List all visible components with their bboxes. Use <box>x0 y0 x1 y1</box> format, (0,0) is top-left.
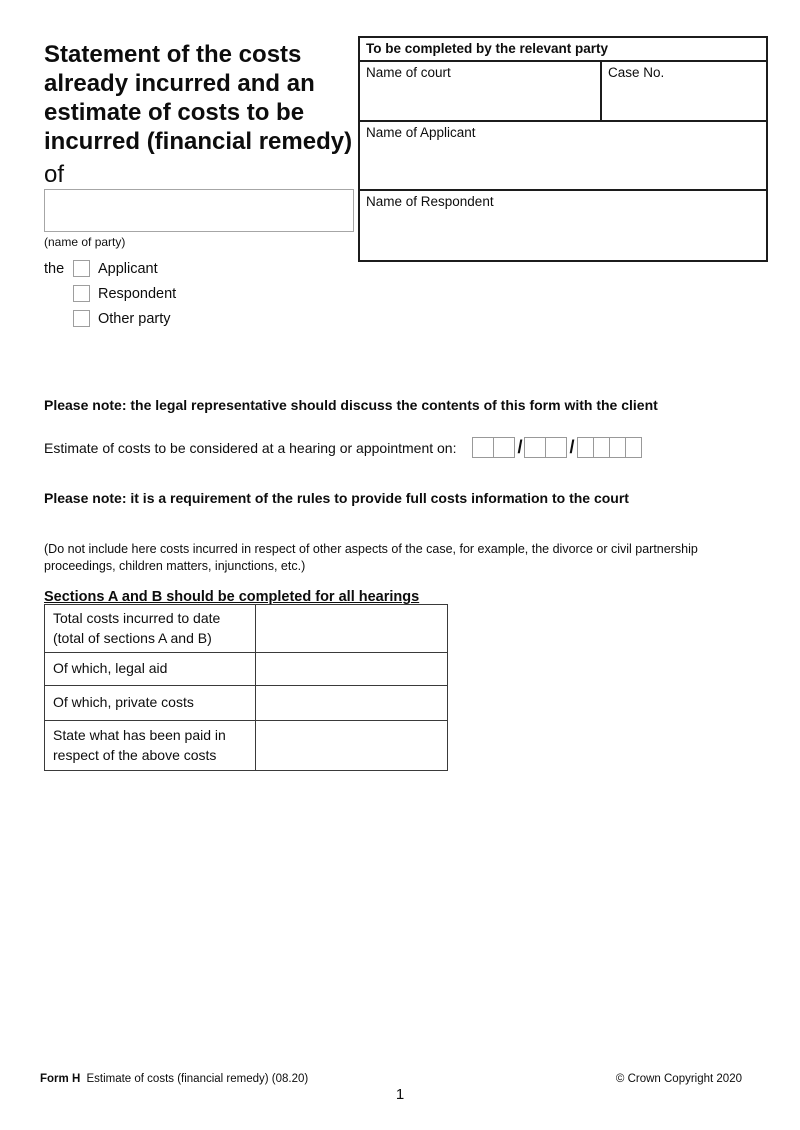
footer-form-code: Form H <box>40 1073 81 1085</box>
date-separator: / <box>517 437 523 457</box>
page-number: 1 <box>395 1086 405 1103</box>
legal-aid-value-cell[interactable] <box>256 653 447 685</box>
case-no-field[interactable] <box>602 62 766 120</box>
paid-costs-label: State what has been paid in respect of the above costs <box>45 721 256 770</box>
party-row-other <box>44 306 176 331</box>
name-of-applicant-label: Name of Applicant <box>366 125 476 140</box>
date-year-cell[interactable] <box>609 437 626 458</box>
table-row <box>45 653 447 686</box>
applicant-checkbox-label: Applicant <box>98 260 158 277</box>
date-year-cell[interactable] <box>625 437 642 458</box>
name-of-court-label: Name of court <box>366 65 451 80</box>
form-title <box>44 40 352 189</box>
party-row-applicant <box>44 256 176 281</box>
form-title-line-2: already incurred and an <box>44 70 315 97</box>
date-month-cell[interactable] <box>524 437 546 458</box>
sections-heading: Sections A and B should be completed for all hearings <box>44 589 420 605</box>
applicant-checkbox[interactable] <box>73 260 90 277</box>
table-row <box>45 605 447 653</box>
party-selection <box>44 256 176 331</box>
footer-copyright: © Crown Copyright 2020 <box>615 1073 742 1085</box>
of-label: of <box>44 161 65 188</box>
relevant-party-table <box>358 36 768 262</box>
paid-costs-value-cell[interactable] <box>256 721 447 770</box>
exclusion-note-line-1: (Do not include here costs incurred in respect of other aspects of the case, for example, the divorce or civil partnership <box>44 542 698 556</box>
exclusion-note-line-2: proceedings, children matters, injunctions, etc.) <box>44 558 306 573</box>
table-row <box>45 686 447 721</box>
form-title-line-4: incurred (financial remedy) <box>44 128 353 155</box>
footer-form-title: Estimate of costs (financial remedy) (08.20) <box>86 1073 309 1085</box>
date-year-cell[interactable] <box>593 437 610 458</box>
costs-summary-table <box>44 604 448 771</box>
hearing-date-label: Estimate of costs to be considered at a hearing or appointment on: <box>44 439 457 456</box>
name-of-respondent-label: Name of Respondent <box>366 194 494 209</box>
relevant-party-table-header: To be completed by the relevant party <box>360 38 766 62</box>
total-costs-label: Total costs incurred to date (total of sections A and B) <box>45 605 256 652</box>
form-title-line-3: estimate of costs to be <box>44 99 305 126</box>
other-party-checkbox[interactable] <box>73 310 90 327</box>
hearing-date-year-input[interactable] <box>577 437 642 458</box>
exclusion-note <box>44 541 698 574</box>
date-month-cell[interactable] <box>545 437 567 458</box>
rules-note: Please note: it is a requirement of the rules to provide full costs information to the court <box>44 490 629 506</box>
hearing-date-row <box>44 436 642 459</box>
date-day-cell[interactable] <box>493 437 515 458</box>
name-of-respondent-field[interactable] <box>360 191 766 260</box>
legal-aid-label: Of which, legal aid <box>45 653 256 685</box>
hearing-date-month-input[interactable] <box>524 437 567 458</box>
party-row-respondent <box>44 281 176 306</box>
client-note: Please note: the legal representative should discuss the contents of this form with the client <box>44 397 658 413</box>
name-of-applicant-field[interactable] <box>360 122 766 191</box>
footer-form-id <box>40 1073 308 1085</box>
other-party-checkbox-label: Other party <box>98 310 171 327</box>
respondent-checkbox-label: Respondent <box>98 285 177 302</box>
name-of-party-caption: (name of party) <box>44 235 126 249</box>
respondent-checkbox[interactable] <box>73 285 90 302</box>
date-day-cell[interactable] <box>472 437 494 458</box>
name-of-court-field[interactable] <box>360 62 602 120</box>
private-costs-value-cell[interactable] <box>256 686 447 720</box>
private-costs-label: Of which, private costs <box>45 686 256 720</box>
date-year-cell[interactable] <box>577 437 594 458</box>
name-of-party-input[interactable] <box>44 189 354 232</box>
court-case-row <box>360 62 766 122</box>
hearing-date-day-input[interactable] <box>472 437 515 458</box>
case-no-label: Case No. <box>608 65 665 80</box>
table-row <box>45 721 447 770</box>
form-title-line-1: Statement of the costs <box>44 41 302 68</box>
date-separator: / <box>569 437 575 457</box>
party-prefix: the <box>44 260 65 277</box>
total-costs-value-cell[interactable] <box>256 605 447 652</box>
